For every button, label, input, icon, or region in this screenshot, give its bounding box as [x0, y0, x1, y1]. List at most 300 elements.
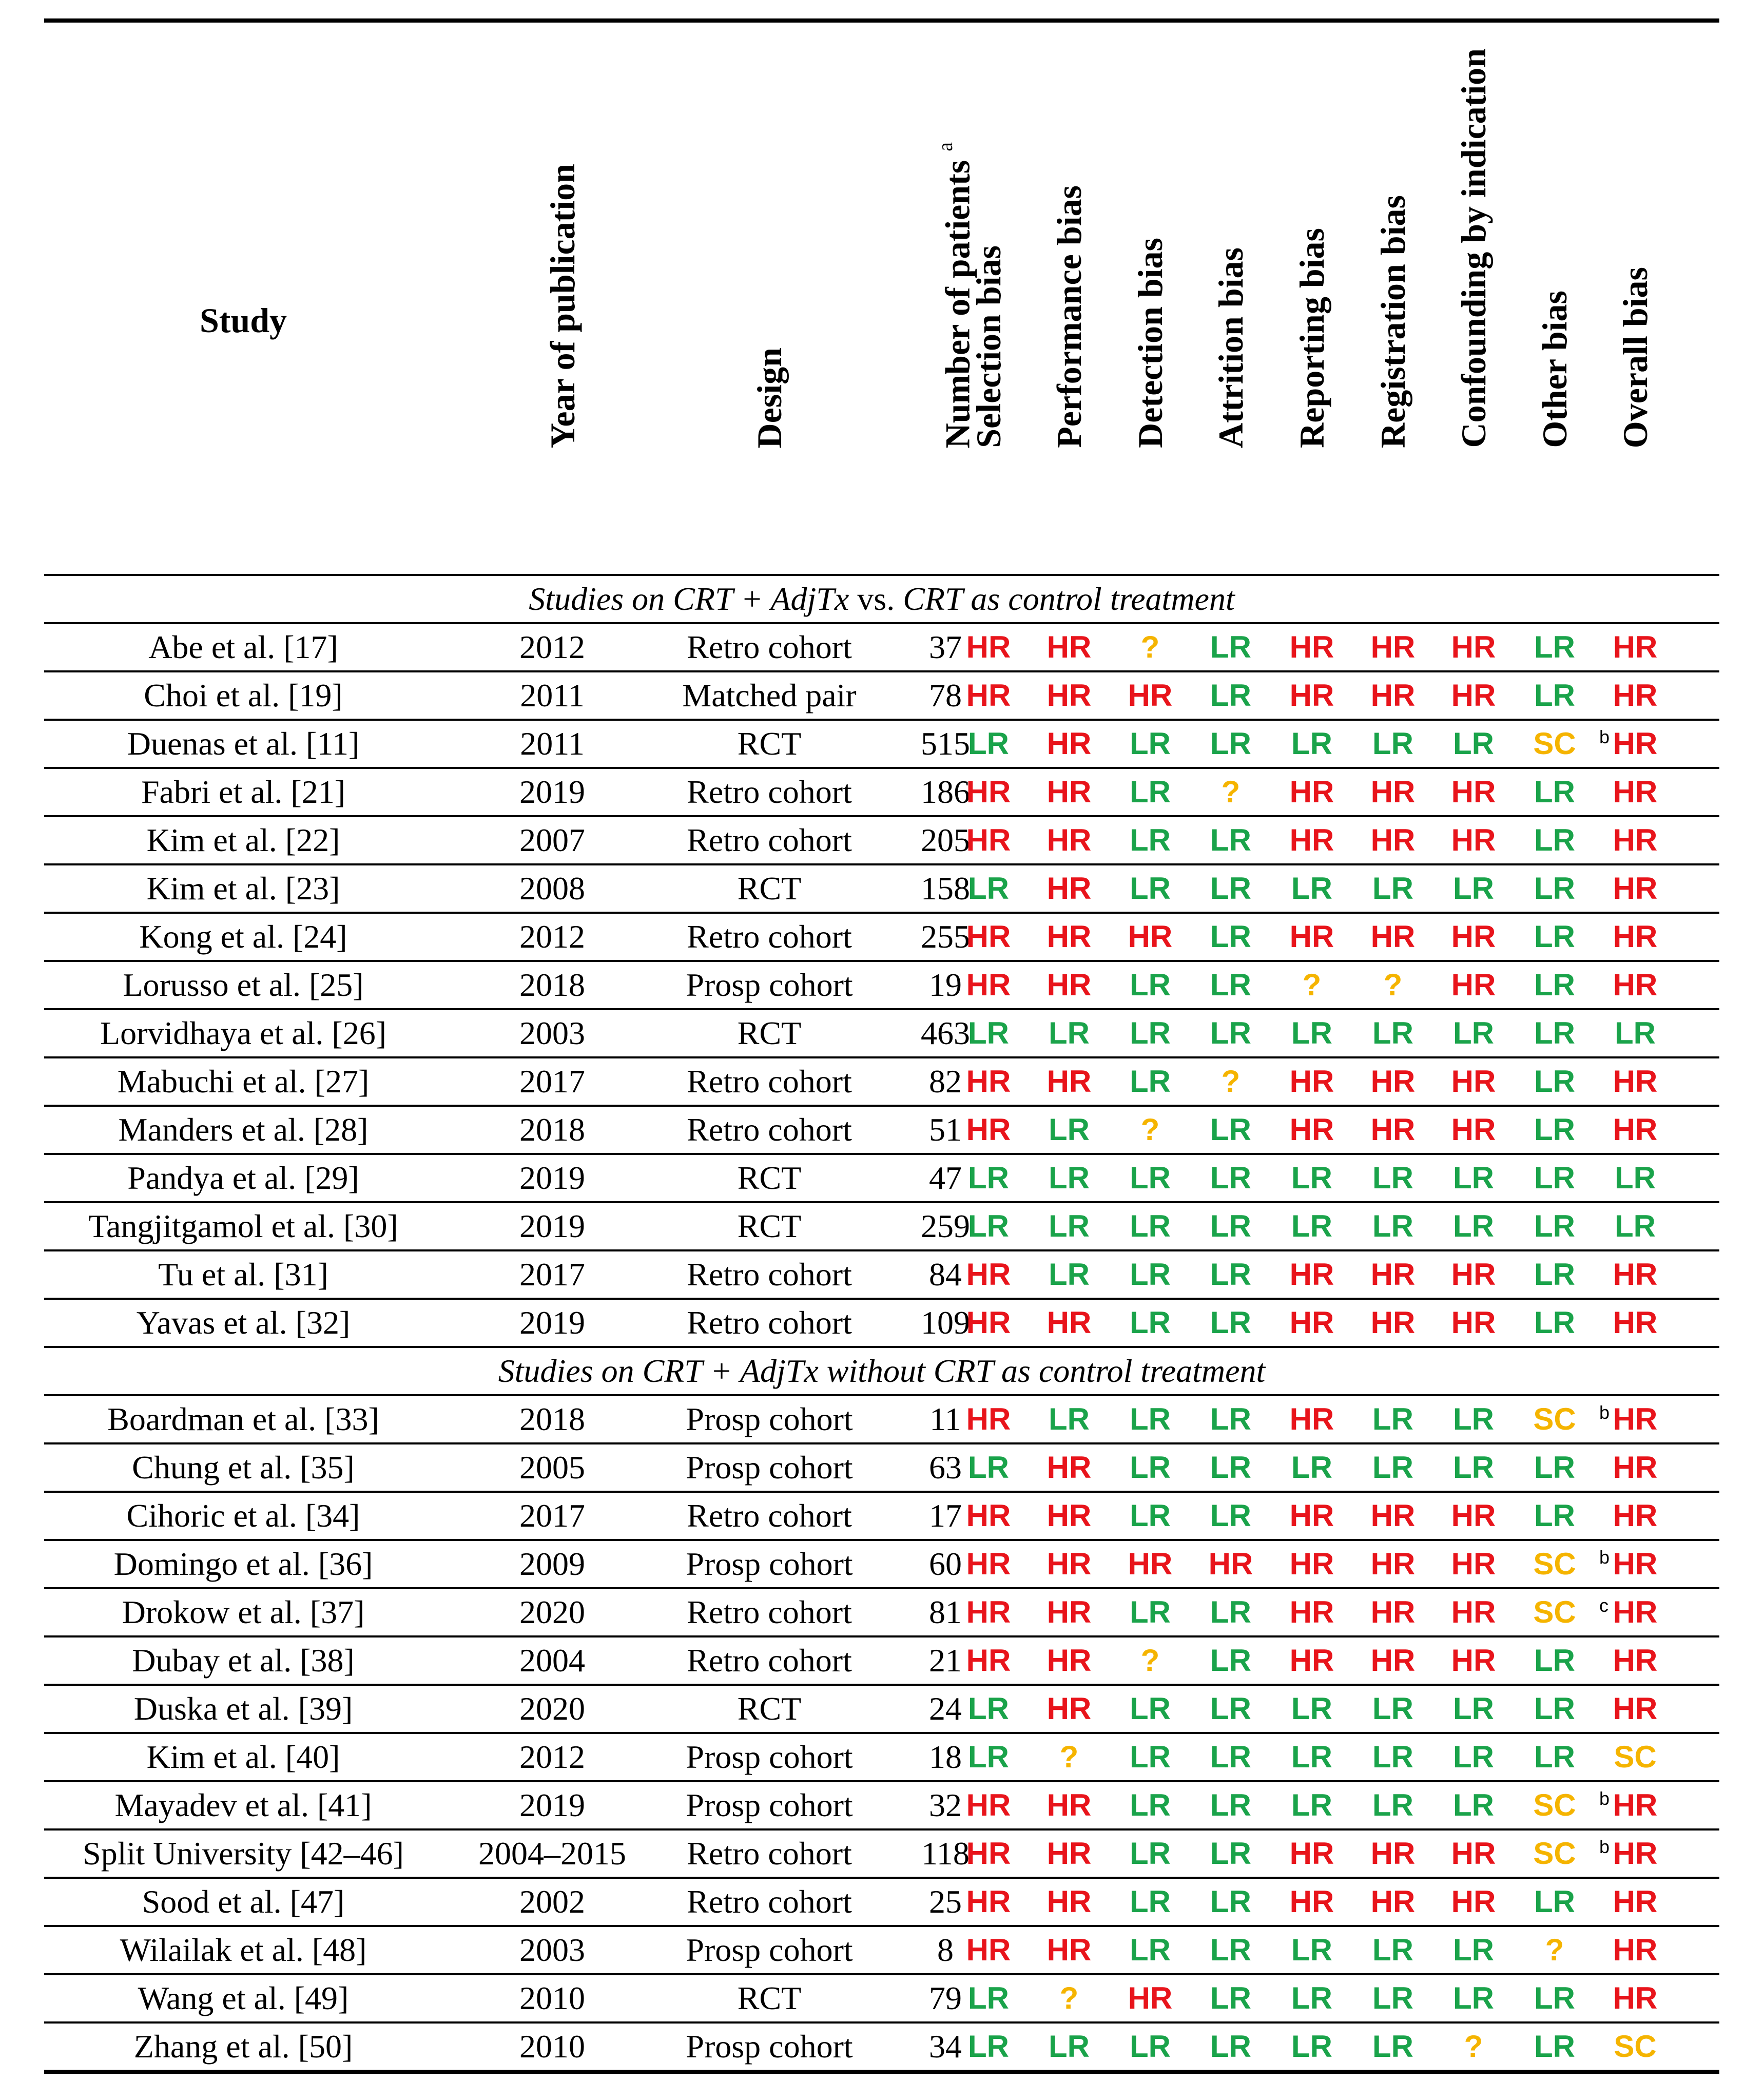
bias-rating-cell: [950, 672, 1027, 719]
bias-rating-cell: [1597, 1058, 1674, 1105]
bias-rating-cell: [1597, 721, 1674, 767]
bias-rating: LR: [1130, 1933, 1171, 1967]
bias-rating-cell: [1192, 624, 1269, 670]
bias-rating: LR: [1453, 1691, 1494, 1726]
design-cell: Retro cohort: [687, 1111, 852, 1148]
bias-rating-cell: [1435, 1975, 1512, 2021]
design-cell: Retro cohort: [687, 1883, 852, 1920]
bias-rating: LR: [968, 1740, 1009, 1774]
bias-rating: HR: [1370, 1884, 1416, 1919]
table-row: [44, 1686, 1719, 1734]
bias-rating: HR: [1046, 775, 1092, 809]
bias-rating: LR: [1049, 1016, 1090, 1050]
bias-rating: HR: [1451, 1643, 1496, 1678]
bias-rating-cell: [1597, 1831, 1674, 1877]
patients-cell: 81: [929, 1594, 962, 1630]
bias-rating: LR: [1049, 1402, 1090, 1436]
year-cell: 2019: [519, 1208, 585, 1244]
bias-rating: HR: [1046, 1933, 1092, 1967]
year-cell: 2009: [519, 1546, 585, 1582]
bias-rating: HR: [1613, 1836, 1658, 1871]
bias-rating: HR: [1046, 1836, 1092, 1871]
bias-rating-cell: [1192, 769, 1269, 815]
bias-rating: HR: [1046, 823, 1092, 857]
bias-rating: HR: [966, 1064, 1011, 1099]
bias-rating: LR: [1291, 726, 1332, 761]
risk-of-bias-table: [44, 18, 1719, 2074]
bias-rating-cell: [950, 1251, 1027, 1298]
bias-rating-cell: [1192, 1203, 1269, 1249]
bias-rating-cell: [1516, 914, 1593, 960]
patients-cell: 82: [929, 1063, 962, 1100]
bias-rating-cell: [1112, 1879, 1189, 1925]
bias-rating-cell: [950, 1831, 1027, 1877]
bias-rating-cell: [1192, 1686, 1269, 1732]
bias-rating: HR: [1451, 1595, 1496, 1629]
bias-rating: HR: [1046, 1788, 1092, 1822]
footnote-mark: b: [1599, 1836, 1610, 1857]
bias-rating: LR: [1534, 678, 1575, 712]
bias-rating-cell: [1031, 1058, 1108, 1105]
study-cell: Sood et al. [47]: [142, 1883, 345, 1920]
bias-rating-cell: [1192, 914, 1269, 960]
bias-rating: LR: [1130, 1064, 1171, 1099]
bias-rating-cell: [950, 1734, 1027, 1780]
table-row: [44, 1541, 1719, 1589]
bias-rating: HR: [966, 630, 1011, 664]
bias-rating: HR: [1613, 1305, 1658, 1340]
year-cell: 2005: [519, 1449, 585, 1486]
bias-rating-cell: [950, 1927, 1027, 1973]
bias-rating: HR: [1451, 1884, 1496, 1919]
bias-rating: LR: [1534, 1209, 1575, 1243]
bias-rating-cell: [1273, 1637, 1350, 1684]
study-cell: Cihoric et al. [34]: [126, 1497, 360, 1534]
design-cell: Retro cohort: [687, 1642, 852, 1679]
bias-rating-cell: [1031, 1251, 1108, 1298]
bias-rating: HR: [1046, 726, 1092, 761]
bias-rating: SC: [1614, 2029, 1657, 2064]
bias-rating-cell: [950, 914, 1027, 960]
bias-rating-cell: [1031, 1975, 1108, 2021]
design-cell: Retro cohort: [687, 1497, 852, 1534]
design-cell: RCT: [737, 1980, 802, 2016]
table-row: [44, 624, 1719, 672]
bias-rating-cell: [1112, 1444, 1189, 1491]
study-cell: Kim et al. [23]: [146, 870, 340, 907]
bias-rating: HR: [1370, 775, 1416, 809]
bias-rating: HR: [966, 1547, 1011, 1581]
bias-rating-cell: [1354, 1927, 1431, 1973]
bias-rating-cell: [1112, 1203, 1189, 1249]
bias-rating: LR: [1210, 1933, 1251, 1967]
bias-rating: LR: [1210, 1643, 1251, 1678]
table-row: [44, 1879, 1719, 1927]
bias-rating-cell: [1192, 672, 1269, 719]
bias-rating: LR: [1130, 1450, 1171, 1485]
bias-rating-cell: [950, 1396, 1027, 1442]
bias-rating-cell: [1516, 1927, 1593, 1973]
bias-rating: HR: [1128, 1981, 1173, 2015]
bias-rating-cell: [1112, 1831, 1189, 1877]
bias-rating: HR: [1451, 1498, 1496, 1533]
bias-rating: HR: [1289, 1643, 1334, 1678]
bias-rating: HR: [1613, 1691, 1658, 1726]
bias-rating: LR: [1210, 1740, 1251, 1774]
bias-rating-cell: [1516, 1251, 1593, 1298]
bias-rating: LR: [1372, 1402, 1413, 1436]
bias-rating-cell: [1516, 672, 1593, 719]
bias-rating: HR: [1451, 1064, 1496, 1099]
bias-rating-cell: [1516, 1879, 1593, 1925]
bias-rating-cell: [1597, 1589, 1674, 1635]
bias-rating-cell: [1112, 1010, 1189, 1056]
bias-rating: HR: [1046, 678, 1092, 712]
year-cell: 2018: [519, 1111, 585, 1148]
bias-rating-cell: [1435, 1782, 1512, 1828]
bias-rating-cell: [1192, 1927, 1269, 1973]
bias-rating-cell: [1031, 1831, 1108, 1877]
bias-rating-cell: [1192, 1300, 1269, 1346]
bias-rating-cell: [1516, 624, 1593, 670]
bias-rating: HR: [1613, 1933, 1658, 1967]
bias-rating: HR: [1370, 1064, 1416, 1099]
bias-rating-cell: [1435, 1686, 1512, 1732]
table-body: [44, 576, 1719, 2074]
bias-rating: ?: [1545, 1933, 1564, 1967]
bias-rating-cell: [950, 1589, 1027, 1635]
study-cell: Chung et al. [35]: [132, 1449, 355, 1486]
bias-rating-cell: [1112, 1251, 1189, 1298]
bias-rating-cell: [1597, 672, 1674, 719]
bias-rating-cell: [1435, 1493, 1512, 1539]
year-cell: 2018: [519, 1401, 585, 1437]
bias-rating: LR: [1372, 1740, 1413, 1774]
bias-rating: LR: [1130, 968, 1171, 1002]
table-row: [44, 1444, 1719, 1493]
bias-rating: LR: [1210, 1691, 1251, 1726]
bias-rating-cell: [1354, 1975, 1431, 2021]
bias-rating-cell: [1031, 1734, 1108, 1780]
year-cell: 2003: [519, 1015, 585, 1051]
bias-rating-cell: [1031, 1927, 1108, 1973]
bias-rating-cell: [1112, 1155, 1189, 1201]
bias-rating-cell: [1597, 1010, 1674, 1056]
study-cell: Kim et al. [22]: [146, 822, 340, 858]
bias-rating-cell: [1273, 1058, 1350, 1105]
bias-rating-cell: [1597, 1879, 1674, 1925]
design-cell: RCT: [737, 1690, 802, 1727]
bias-rating: HR: [1613, 1981, 1658, 2015]
bias-rating-cell: [1273, 962, 1350, 1008]
bias-rating: LR: [1534, 968, 1575, 1002]
bias-rating: LR: [1130, 1305, 1171, 1340]
patients-cell: 21: [929, 1642, 962, 1679]
bias-rating: LR: [1453, 1981, 1494, 2015]
bias-rating: HR: [1613, 726, 1658, 761]
bias-rating-cell: [1435, 721, 1512, 767]
bias-rating: HR: [1613, 678, 1658, 712]
bias-rating-cell: [1516, 1058, 1593, 1105]
header-number-of-patients-label: Number of patients: [938, 160, 977, 448]
header-bias-8: Overall bias: [1616, 266, 1655, 448]
year-cell: 2019: [519, 1160, 585, 1196]
bias-rating: HR: [1046, 1547, 1092, 1581]
study-cell: Fabri et al. [21]: [141, 774, 346, 810]
bias-rating: ?: [1140, 630, 1160, 664]
bias-rating-cell: [1435, 1251, 1512, 1298]
bias-rating: LR: [1130, 1691, 1171, 1726]
bias-rating: SC: [1614, 1740, 1657, 1774]
year-cell: 2007: [519, 822, 585, 858]
bias-rating: LR: [1534, 630, 1575, 664]
header-patients-footnote-mark: a: [934, 142, 957, 151]
bias-rating-cell: [1112, 1107, 1189, 1153]
section-title-part: Studies on CRT + AdjTx: [529, 581, 849, 617]
bias-rating-cell: [950, 721, 1027, 767]
bias-rating-cell: [1112, 817, 1189, 863]
bias-rating-cell: [1597, 1107, 1674, 1153]
patients-cell: 259: [921, 1208, 970, 1244]
design-cell: Retro cohort: [687, 822, 852, 858]
bias-rating-cell: [1435, 624, 1512, 670]
bias-rating-cell: [1354, 1637, 1431, 1684]
bias-rating-cell: [1192, 1831, 1269, 1877]
bias-rating: HR: [1289, 775, 1334, 809]
bias-rating-cell: [1273, 1686, 1350, 1732]
bias-rating-cell: [950, 1010, 1027, 1056]
bias-rating-cell: [1031, 817, 1108, 863]
bias-rating-cell: [1435, 1058, 1512, 1105]
bias-rating: LR: [968, 1016, 1009, 1050]
design-cell: Prosp cohort: [686, 1449, 853, 1486]
bias-rating: HR: [1289, 919, 1334, 954]
bias-rating: LR: [1534, 1016, 1575, 1050]
bias-rating-cell: [1273, 721, 1350, 767]
bias-rating-cell: [1597, 962, 1674, 1008]
bias-rating: LR: [1615, 1161, 1656, 1195]
bias-rating-cell: [1031, 1879, 1108, 1925]
bias-rating-cell: [1354, 1396, 1431, 1442]
bias-rating-cell: [1112, 2024, 1189, 2070]
header-bias-7: Other bias: [1535, 291, 1574, 448]
bias-rating: HR: [1046, 1643, 1092, 1678]
bias-rating-cell: [1031, 1010, 1108, 1056]
bias-rating: HR: [966, 1933, 1011, 1967]
bias-rating: LR: [1210, 678, 1251, 712]
bias-rating-cell: [1112, 721, 1189, 767]
header-bias-6: Confounding by indication: [1454, 48, 1493, 448]
patients-cell: 51: [929, 1111, 962, 1148]
bias-rating-cell: [950, 624, 1027, 670]
bias-rating-cell: [1273, 865, 1350, 912]
patients-cell: 78: [929, 677, 962, 714]
bias-rating: LR: [968, 1161, 1009, 1195]
bias-rating-cell: [1435, 1831, 1512, 1877]
bias-rating: HR: [1046, 1884, 1092, 1919]
bias-rating-cell: [1354, 817, 1431, 863]
patients-cell: 63: [929, 1449, 962, 1486]
study-cell: Mabuchi et al. [27]: [117, 1063, 370, 1100]
bias-rating: HR: [1289, 1257, 1334, 1292]
bias-rating: ?: [1302, 968, 1322, 1002]
table-row: [44, 1734, 1719, 1782]
bias-rating: LR: [1534, 1643, 1575, 1678]
bias-rating: LR: [1210, 1161, 1251, 1195]
bias-rating: LR: [1130, 1595, 1171, 1629]
bias-rating: SC: [1533, 1595, 1576, 1629]
bias-rating-cell: [1435, 1927, 1512, 1973]
header-bias-3: Attrition bias: [1211, 247, 1250, 448]
bias-rating-cell: [1192, 1493, 1269, 1539]
study-cell: Yavas et al. [32]: [136, 1304, 351, 1341]
patients-cell: 11: [929, 1401, 961, 1437]
bias-rating-cell: [950, 1203, 1027, 1249]
study-cell: Pandya et al. [29]: [127, 1160, 359, 1196]
design-cell: Retro cohort: [687, 629, 852, 665]
year-cell: 2004: [519, 1642, 585, 1679]
bias-rating-cell: [950, 1879, 1027, 1925]
bias-rating: LR: [1130, 2029, 1171, 2064]
bias-rating-cell: [1516, 769, 1593, 815]
study-cell: Boardman et al. [33]: [107, 1401, 379, 1437]
bias-rating: HR: [966, 1498, 1011, 1533]
bias-rating: SC: [1533, 1788, 1576, 1822]
patients-cell: 25: [929, 1883, 962, 1920]
bias-rating: HR: [1613, 1595, 1658, 1629]
patients-cell: 47: [929, 1160, 962, 1196]
bias-rating-cell: [1273, 1541, 1350, 1587]
table-row: [44, 1010, 1719, 1058]
bias-rating-cell: [1516, 1734, 1593, 1780]
bias-rating-cell: [1354, 1589, 1431, 1635]
bias-rating: HR: [1613, 1450, 1658, 1485]
table-row: [44, 1493, 1719, 1541]
bias-rating-cell: [1516, 1155, 1593, 1201]
bias-rating-cell: [1354, 1493, 1431, 1539]
bias-rating-cell: [1192, 1107, 1269, 1153]
header-design: Design: [750, 347, 789, 448]
bias-rating-cell: [1435, 817, 1512, 863]
bias-rating: LR: [1291, 1933, 1332, 1967]
study-cell: Choi et al. [19]: [144, 677, 343, 714]
design-cell: Retro cohort: [687, 1594, 852, 1630]
bias-rating-cell: [1597, 817, 1674, 863]
bias-rating-cell: [1273, 1589, 1350, 1635]
bias-rating: LR: [968, 871, 1009, 905]
bias-rating-cell: [1192, 865, 1269, 912]
year-cell: 2017: [519, 1063, 585, 1100]
bias-rating: HR: [1046, 871, 1092, 905]
table-row: [44, 1927, 1719, 1975]
bias-rating-cell: [1192, 1058, 1269, 1105]
bias-rating-cell: [1354, 1300, 1431, 1346]
bias-rating-cell: [1516, 1010, 1593, 1056]
study-cell: Wilailak et al. [48]: [120, 1932, 367, 1968]
bias-rating-cell: [1273, 1927, 1350, 1973]
bias-rating: ?: [1140, 1112, 1160, 1147]
bias-rating: LR: [1210, 1257, 1251, 1292]
study-cell: Domingo et al. [36]: [113, 1546, 373, 1582]
bias-rating-cell: [1031, 1589, 1108, 1635]
bias-rating-cell: [1273, 817, 1350, 863]
bias-rating: HR: [1451, 678, 1496, 712]
bias-rating: LR: [1210, 726, 1251, 761]
patients-cell: 32: [929, 1787, 962, 1823]
year-cell: 2011: [520, 677, 585, 714]
study-cell: Abe et al. [17]: [148, 629, 338, 665]
design-cell: Retro cohort: [687, 1063, 852, 1100]
bias-rating: LR: [968, 1209, 1009, 1243]
bias-rating: LR: [1291, 1016, 1332, 1050]
bias-rating: LR: [1210, 1595, 1251, 1629]
bias-rating: LR: [1534, 871, 1575, 905]
patients-cell: 18: [929, 1739, 962, 1775]
bias-rating: HR: [1289, 1112, 1334, 1147]
patients-cell: 34: [929, 2028, 962, 2065]
bias-rating: HR: [966, 919, 1011, 954]
year-cell: 2002: [519, 1883, 585, 1920]
bias-rating: HR: [966, 968, 1011, 1002]
section-title-part: Studies on CRT + AdjTx without CRT as control treatment: [498, 1353, 1266, 1389]
header-year: Year of publication: [543, 163, 582, 448]
bias-rating: LR: [1534, 1740, 1575, 1774]
table-row: [44, 962, 1719, 1010]
bias-rating-cell: [1192, 1637, 1269, 1684]
bias-rating-cell: [1192, 1541, 1269, 1587]
table-row: [44, 1831, 1719, 1879]
design-cell: Prosp cohort: [686, 2028, 853, 2065]
bias-rating-cell: [1031, 1782, 1108, 1828]
bias-rating-cell: [1112, 1734, 1189, 1780]
bias-rating: LR: [1210, 1016, 1251, 1050]
bias-rating-cell: [1435, 1879, 1512, 1925]
bias-rating: LR: [1453, 726, 1494, 761]
bias-rating: HR: [1451, 823, 1496, 857]
bias-rating: HR: [966, 1643, 1011, 1678]
year-cell: 2017: [519, 1497, 585, 1534]
bias-rating-cell: [1597, 1396, 1674, 1442]
bias-rating-cell: [1516, 1444, 1593, 1491]
bias-rating: HR: [1046, 630, 1092, 664]
bias-rating: LR: [1210, 1788, 1251, 1822]
bias-rating: LR: [1130, 823, 1171, 857]
bias-rating: LR: [1210, 1836, 1251, 1871]
bias-rating: LR: [1130, 1161, 1171, 1195]
bias-rating: LR: [1210, 823, 1251, 857]
bias-rating: HR: [1613, 1402, 1658, 1436]
bias-rating: LR: [1130, 1498, 1171, 1533]
bias-rating-cell: [1273, 1879, 1350, 1925]
header-bias-1: Performance bias: [1050, 185, 1089, 448]
bias-rating-cell: [1112, 1782, 1189, 1828]
bias-rating: HR: [1046, 1064, 1092, 1099]
bias-rating: HR: [966, 1402, 1011, 1436]
design-cell: Retro cohort: [687, 774, 852, 810]
footnote-mark: b: [1599, 726, 1610, 747]
table-row: [44, 1203, 1719, 1251]
study-cell: Zhang et al. [50]: [133, 2028, 353, 2065]
bias-rating: HR: [1128, 678, 1173, 712]
bias-rating: HR: [1613, 630, 1658, 664]
bias-rating-cell: [1273, 1782, 1350, 1828]
bias-rating: HR: [966, 1305, 1011, 1340]
bias-rating: LR: [1049, 1161, 1090, 1195]
bias-rating: LR: [968, 1981, 1009, 2015]
bias-rating: ?: [1059, 1981, 1079, 2015]
bias-rating-cell: [1273, 1107, 1350, 1153]
patients-cell: 186: [921, 774, 970, 810]
